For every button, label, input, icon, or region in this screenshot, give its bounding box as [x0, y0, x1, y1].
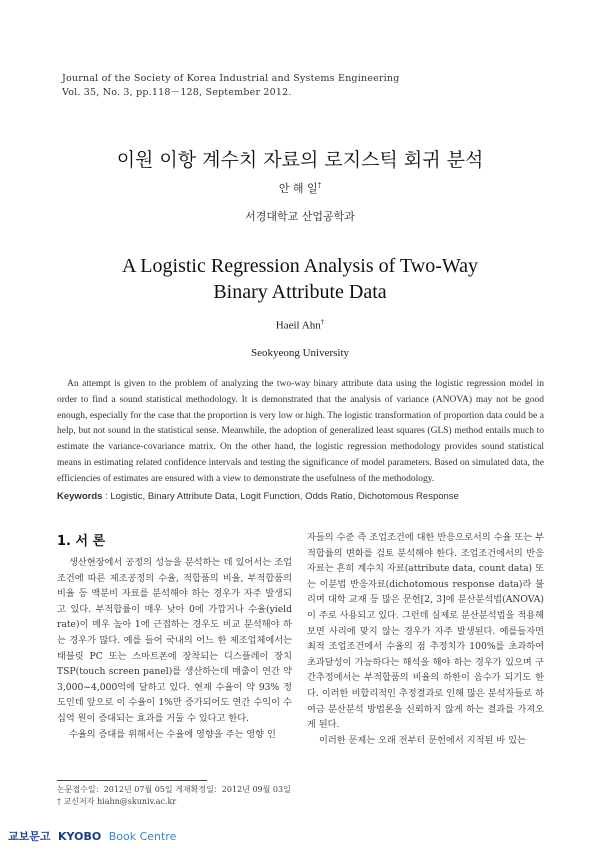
author-mark: †: [317, 181, 322, 190]
left-paragraph-2: 수율의 증대를 위해서는 수율에 영향을 주는 영향 인: [69, 728, 276, 740]
right-column: [307, 530, 544, 748]
abstract: An attempt is given to the problem of analyzing the two-way binary attribute data using the logistic regression model in order to find a sound statistical methodology. It is demonstrated that the analysis of variance (ANOVA) may not be good enough, especially for the case that the proportion is very low or high. The logistic transformation of proportion data could be a help, but not sound in the statistical sense. Meanwhile, the adoption of generalized least squares (GLS) method entails much to estimate the variance-covariance matrix. On the other hand, the logistic regression methodology provides sound statistical means in estimating related confidence intervals and testing the significance of model parameters. Based on simulated data, the efficiencies of estimates are ensured with a view to demonstrate the usefulness of the methodology.: [57, 379, 544, 484]
left-column: [57, 555, 292, 742]
english-title-line2: Binary Attribute Data: [213, 281, 387, 303]
footnote-divider: [57, 780, 207, 781]
korean-author-name: 안 해 일: [278, 182, 318, 195]
korean-affiliation: 서경대학교 산업공학과: [245, 210, 355, 223]
keywords: [57, 491, 547, 502]
korean-title: 이원 이항 계수치 자료의 로지스틱 회귀 분석: [116, 149, 484, 171]
left-paragraph-1: 생산현장에서 공정의 성능을 분석하는 데 있어서는 조업조건에 따른 제조공정의 수율, 적합품의 비율, 부적합품의 비율 등 백분비 자료를 분석해야 하는 경우가 자주 발생되고 있다. 부적합률이 매우 낮아 0에 가깝거나 수율(yield rate)이 매우 높아 1에 근접하는 경우도 비교 분석해야 하는 경우가 많다. 예를 들어 국내의 어느 한 제조업체에서는 태블릿 PC 또는 스마트폰에 장착되는 디스플레이 장치 TSP(touch screen panel)를 생산하는데 매출이 연간 약 3,000~4,000억에 달하고 있다. 현재 수율이 약 93% 정도인데 앞으로 이 수율이 1%만 증가되어도 연간 수익이 수십억 원이 증대되는 효과를 거둘 수 있다고 한다.: [57, 557, 292, 724]
english-title: [0, 253, 600, 305]
keywords-list: : Logistic, Binary Attribute Data, Logit Function, Odds Ratio, Dichotomous Response: [105, 491, 459, 502]
brand-english: KYOBO: [58, 830, 102, 843]
english-title-line1: A Logistic Regression Analysis of Two-Way: [121, 255, 479, 277]
english-author-name: Haeil Ahn: [275, 319, 321, 332]
footnote-dates: 논문접수일：2012년 07월 05일 게재확정일：2012년 09월 03일: [57, 785, 291, 794]
keywords-label: Keywords: [57, 491, 103, 502]
journal-volume: Vol. 35, No. 3, pp.118－128, September 2012.: [62, 87, 292, 98]
section-heading: 1. 서 론: [57, 534, 106, 549]
footnote-correspondence: † 교신저자 hiahn@skuniv.ac.kr: [57, 797, 177, 806]
right-paragraph-2: 이러한 문제는 오래 전부터 문헌에서 지적된 바 있는: [319, 734, 526, 746]
korean-author: [0, 180, 600, 196]
publisher-logo: [8, 828, 176, 844]
english-affiliation: Seokyeong University: [250, 347, 350, 359]
journal-header: [62, 72, 400, 100]
english-author: [0, 318, 600, 332]
right-paragraph-1: 자들의 수준 즉 조업조건에 대한 반응으로서의 수율 또는 부적합률의 변화를 검토 분석해야 한다. 조업조건에서의 반응 자료는 흔히 계수치 자료(attribute data, count data) 또는 이분법 반응자료(dichotomous response data)라 불리며 대학 교재 등 많은 문헌[2, 3]에 분산분석법(ANOVA)이 주로 사용되고 있다. 그런데 실제로 분산분석법을 적용해 보면 사리에 맞지 않는 경우가 자주 발생된다. 예를들자면 최적 조업조건에서 수율의 점 추정치가 100%를 초과하여 초과달성이 가능하다는 해석을 해야 하는 경우가 있으며 구간추정에서는 부적합품의 비율의 하한이 음수가 되기도 한다. 이러한 비합리적인 추정결과로 인해 많은 분석자들로 하여금 분산분석 방법론을 신뢰하지 않게 하는 결과를 가져오게 된다.: [307, 532, 544, 731]
english-author-mark: †: [320, 318, 325, 326]
journal-name: Journal of the Society of Korea Industrial and Systems Engineering: [62, 73, 400, 84]
brand-korean: 교보문고: [8, 830, 51, 843]
brand-sub: Book Centre: [108, 830, 177, 843]
